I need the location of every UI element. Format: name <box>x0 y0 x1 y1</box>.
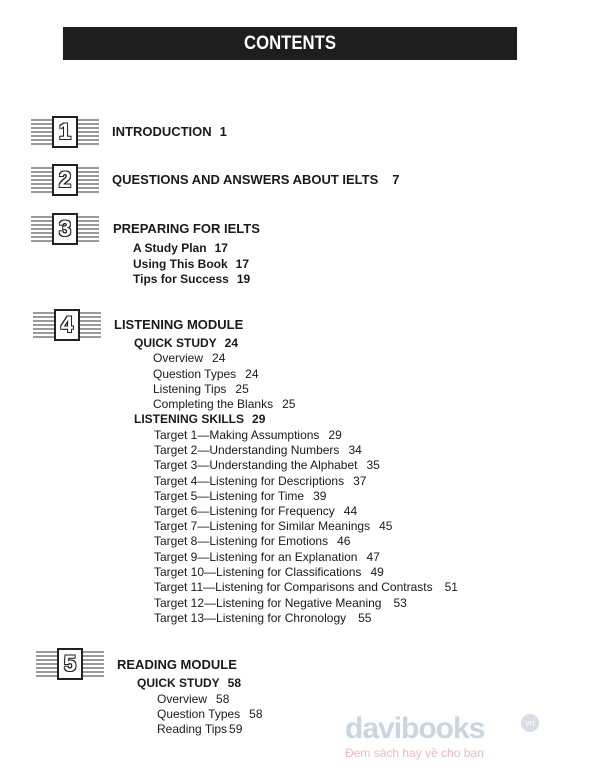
toc-item[interactable]: Listening Tips 25 <box>153 382 249 396</box>
toc-item[interactable]: Target 10—Listening for Classifications 49 <box>154 565 384 579</box>
chapter-number: 2 <box>52 164 78 196</box>
toc-item[interactable]: Question Types 58 <box>157 707 263 721</box>
toc-section-listening-skills[interactable]: LISTENING SKILLS 29 <box>134 412 266 426</box>
chapter-title: QUESTIONS AND ANSWERS ABOUT IELTS <box>112 172 379 187</box>
chapter-number-badge <box>31 164 99 198</box>
toc-item[interactable]: Target 13—Listening for Chronology 55 <box>154 611 372 625</box>
toc-section-quick-study[interactable]: QUICK STUDY 24 <box>134 336 239 350</box>
toc-item[interactable]: Target 2—Understanding Numbers 34 <box>154 443 362 457</box>
toc-chapter-reading[interactable]: READING MODULE <box>117 657 237 672</box>
toc-item[interactable]: Target 1—Making Assumptions 29 <box>154 428 342 442</box>
toc-section-quick-study[interactable]: QUICK STUDY 58 <box>137 676 242 690</box>
chapter-number: 1 <box>52 116 78 148</box>
chapter-page: 1 <box>219 124 227 139</box>
watermark-badge: vn <box>521 714 539 732</box>
toc-item[interactable]: Overview 24 <box>153 351 226 365</box>
chapter-number: 3 <box>52 213 78 245</box>
toc-item[interactable]: Target 9—Listening for an Explanation 47 <box>154 550 380 564</box>
toc-item[interactable]: Target 12—Listening for Negative Meaning 53 <box>154 596 407 610</box>
watermark-logo: davibooks <box>345 712 485 745</box>
toc-section[interactable]: Tips for Success 19 <box>133 272 251 286</box>
watermark-tagline: Đem sách hay về cho bạn <box>345 746 484 760</box>
chapter-number-badge <box>33 309 101 343</box>
chapter-number-badge <box>31 116 99 150</box>
chapter-number-badge <box>31 213 99 247</box>
chapter-title: INTRODUCTION <box>112 124 212 139</box>
chapter-number: 4 <box>54 309 80 341</box>
toc-item[interactable]: Question Types 24 <box>153 367 259 381</box>
toc-item[interactable]: Overview 58 <box>157 692 230 706</box>
toc-section[interactable]: A Study Plan 17 <box>133 241 228 255</box>
toc-chapter-introduction[interactable] <box>112 124 227 139</box>
toc-item[interactable]: Target 3—Understanding the Alphabet 35 <box>154 458 380 472</box>
toc-item[interactable]: Target 11—Listening for Comparisons and Contrasts 51 <box>154 580 458 594</box>
toc-item[interactable]: Reading Tips 59 <box>157 722 243 736</box>
page-title: CONTENTS <box>63 27 517 60</box>
toc-item[interactable]: Completing the Blanks 25 <box>153 397 296 411</box>
chapter-number-badge <box>36 648 104 682</box>
toc-item[interactable]: Target 8—Listening for Emotions 46 <box>154 534 351 548</box>
toc-chapter-questions-and-answers[interactable] <box>112 172 400 187</box>
chapter-page: 7 <box>392 172 400 187</box>
toc-chapter-preparing[interactable]: PREPARING FOR IELTS <box>113 221 260 236</box>
toc-item[interactable]: Target 5—Listening for Time 39 <box>154 489 327 503</box>
chapter-number: 5 <box>57 648 83 680</box>
toc-item[interactable]: Target 7—Listening for Similar Meanings 45 <box>154 519 393 533</box>
toc-item[interactable]: Target 4—Listening for Descriptions 37 <box>154 474 367 488</box>
toc-section[interactable]: Using This Book 17 <box>133 257 250 271</box>
toc-chapter-listening[interactable]: LISTENING MODULE <box>114 317 244 332</box>
watermark <box>345 712 585 764</box>
toc-item[interactable]: Target 6—Listening for Frequency 44 <box>154 504 358 518</box>
